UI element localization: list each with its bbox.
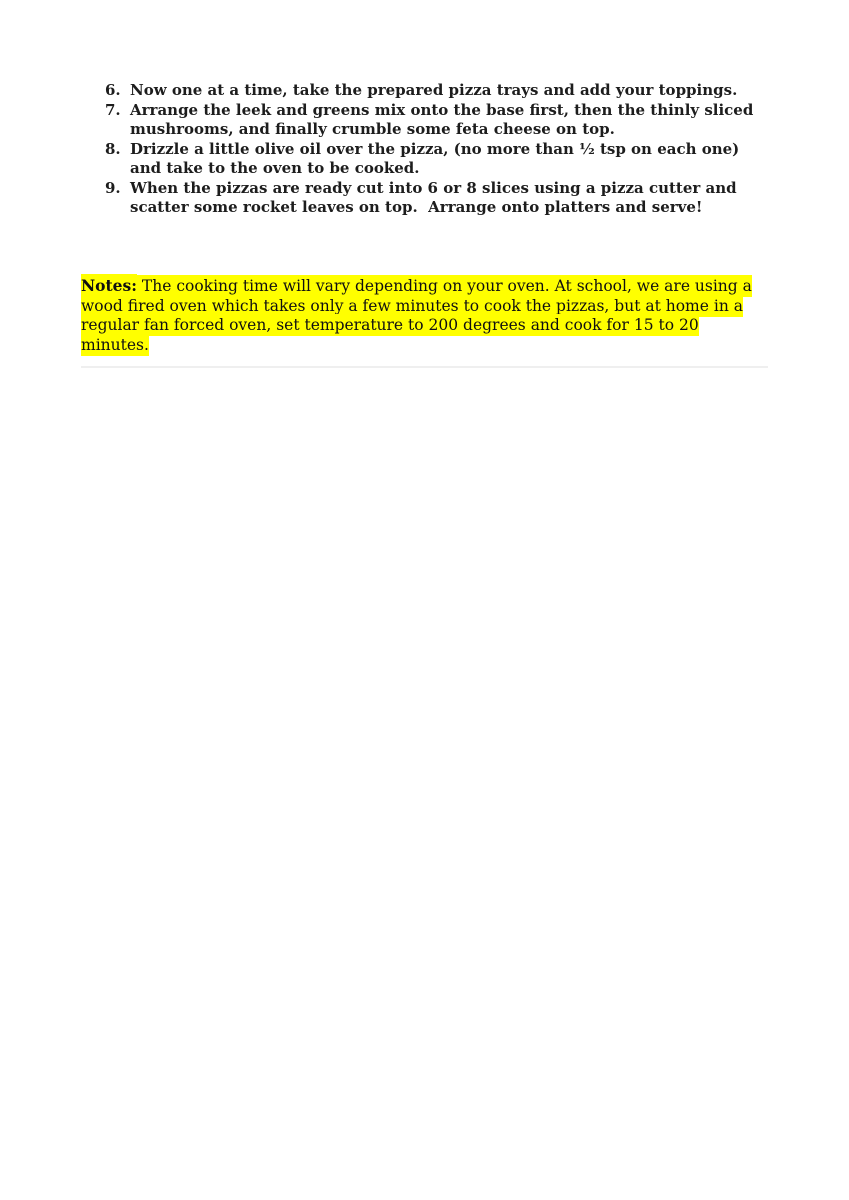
notes-text: The cooking time will vary depending on your oven. At school, we are using a wood fired oven which takes only a few minutes to cook the pizzas, but at home in a regular fan forced oven, set temperature to 200 degrees and cook for 15 to 20 minutes. xyxy=(81,277,752,354)
step-item-7 xyxy=(105,101,769,140)
step-item-9 xyxy=(105,179,769,218)
step-number: 8. xyxy=(105,139,121,158)
step-number: 9. xyxy=(105,178,121,197)
step-number: 7. xyxy=(105,100,121,119)
step-item-6 xyxy=(105,81,769,101)
step-text: When the pizzas are ready cut into 6 or 8 slices using a pizza cutter and scatter some rocket leaves on top. Arrange onto platters and serve! xyxy=(130,178,742,216)
divider-line xyxy=(81,366,768,368)
numbered-steps-list xyxy=(105,81,769,218)
notes-paragraph xyxy=(81,276,771,355)
step-number: 6. xyxy=(105,81,121,99)
step-text: Arrange the leek and greens mix onto the base first, then the thinly sliced mushrooms, and finally crumble some feta cheese on top. xyxy=(130,100,759,138)
step-text: Drizzle a little olive oil over the pizza, (no more than ½ tsp on each one) and take to the oven to be cooked. xyxy=(130,139,745,177)
step-text: Now one at a time, take the prepared pizza trays and add your toppings. xyxy=(130,81,738,99)
step-item-8 xyxy=(105,140,769,179)
notes-label: Notes: xyxy=(81,276,137,295)
